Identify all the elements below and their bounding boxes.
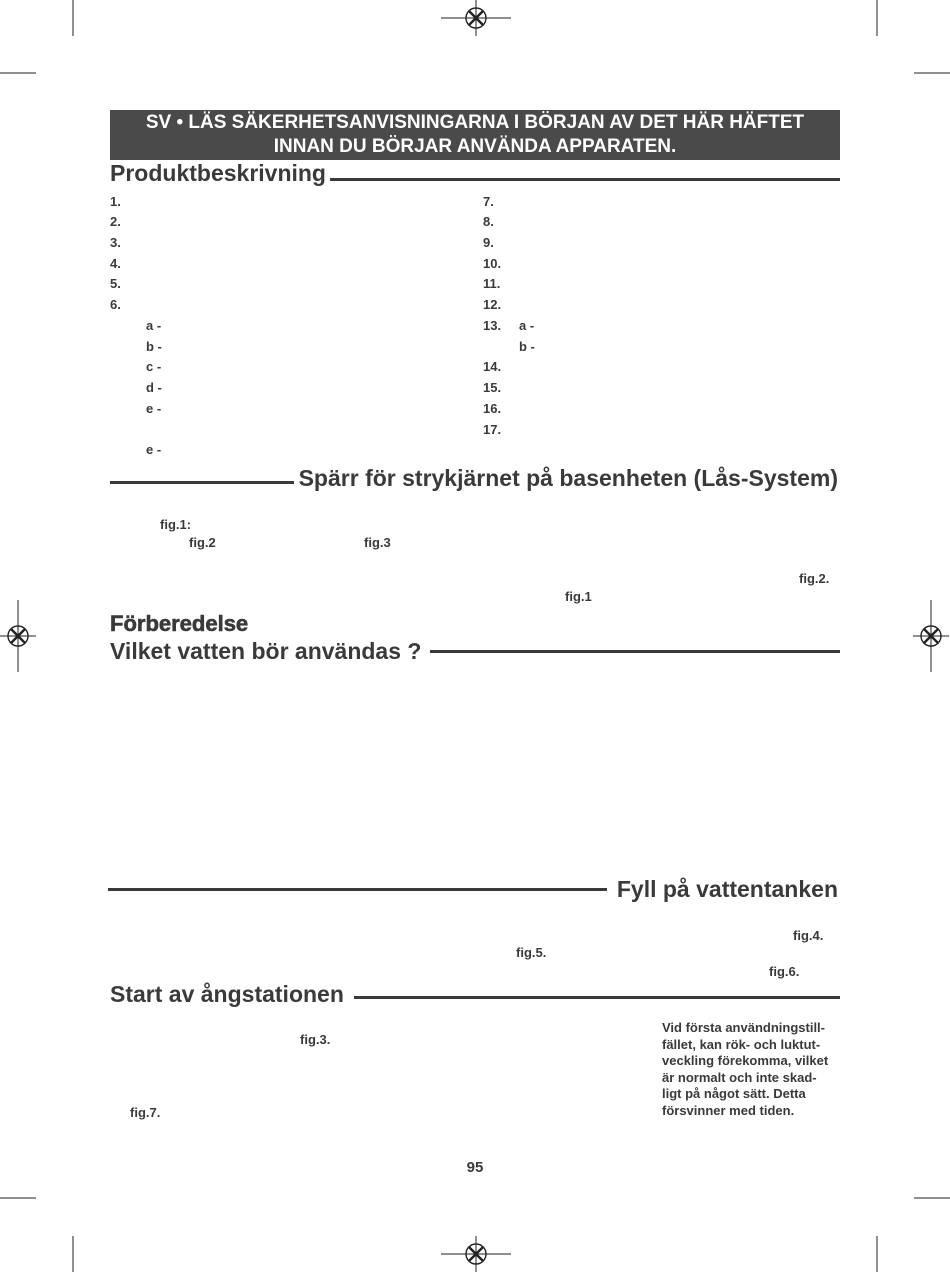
list-number: 16.	[483, 400, 502, 416]
list-number: 8.	[483, 214, 494, 230]
figure-ref: fig.7.	[130, 1105, 161, 1120]
note-line: veckling förekomma, vilket	[662, 1053, 829, 1069]
figure-ref: fig.6.	[769, 964, 800, 979]
figure-ref: fig.2.	[799, 571, 830, 586]
heading-rule	[330, 178, 840, 181]
page-number: 95	[466, 1159, 484, 1176]
crop-mark-top-right	[877, 0, 950, 73]
list-number: 15.	[483, 380, 502, 396]
parts-list-right	[483, 192, 535, 441]
figure-ref: fig.4.	[793, 928, 824, 943]
crop-mark-bottom-right	[877, 1198, 950, 1272]
figure-ref: fig.2	[189, 535, 216, 550]
registration-mark-bottom	[441, 1236, 511, 1272]
fill-tank-heading	[108, 876, 838, 902]
list-number: 3.	[110, 235, 121, 251]
heading-rule	[110, 481, 294, 484]
note-line: ligt på något sätt. Detta	[662, 1086, 806, 1102]
figure-ref: fig.1	[565, 589, 592, 604]
note-line: Vid första användningstill-	[662, 1020, 826, 1035]
list-spacer	[110, 420, 162, 441]
fill-tank-title: Fyll på vattentanken	[616, 876, 838, 902]
list-number: 7.	[483, 193, 494, 209]
safety-header-bar	[110, 110, 840, 160]
water-heading	[110, 638, 840, 664]
registration-mark-top	[441, 0, 511, 36]
note-line: fället, kan rök- och luktut-	[662, 1036, 821, 1052]
crop-mark-top-left	[0, 0, 73, 73]
registration-mark-left	[0, 600, 36, 672]
list-sub-item: a -	[519, 317, 535, 333]
list-number: 5.	[110, 276, 121, 292]
list-item-13	[483, 316, 535, 337]
lock-system-heading	[110, 465, 838, 491]
first-use-note	[662, 1020, 840, 1120]
header-line-2: INNAN DU BÖRJAR ANVÄNDA APPARATEN.	[273, 136, 677, 157]
list-sub-item: e -	[146, 442, 162, 458]
note-line: försvinner med tiden.	[662, 1102, 795, 1118]
heading-rule	[108, 888, 607, 891]
figure-ref: fig.1:	[160, 517, 192, 532]
lock-system-title: Spärr för strykjärnet på basenheten (Lås-System)	[298, 465, 838, 491]
heading-rule	[430, 650, 840, 653]
preparation-title: Förberedelse	[110, 611, 249, 636]
heading-rule	[354, 996, 840, 999]
list-number: 1.	[110, 193, 121, 209]
list-sub-item: e -	[146, 400, 162, 416]
list-number: 14.	[483, 359, 502, 375]
header-line-1: SV • LÄS SÄKERHETSANVISNINGARNA I BÖRJAN AV DET HÄR HÄFTET	[145, 112, 805, 133]
product-heading	[110, 160, 840, 186]
list-number: 11.	[483, 276, 501, 292]
list-number: 6.	[110, 297, 121, 313]
list-sub-item: b -	[146, 338, 162, 354]
list-number: 2.	[110, 214, 121, 230]
list-number: 9.	[483, 235, 494, 251]
list-number: 13.	[483, 317, 502, 333]
list-number: 17.	[483, 421, 502, 437]
parts-list-left	[110, 192, 162, 461]
start-title: Start av ångstationen	[110, 981, 344, 1007]
list-sub-item: b -	[519, 338, 535, 354]
list-sub-item: a -	[146, 317, 162, 333]
figure-ref: fig.3.	[300, 1032, 331, 1047]
figure-ref: fig.3	[364, 535, 391, 550]
list-sub-item: d -	[146, 380, 162, 396]
water-title: Vilket vatten bör användas ?	[110, 638, 422, 664]
note-line: är normalt och inte skad-	[662, 1069, 817, 1085]
figure-ref: fig.5.	[516, 945, 547, 960]
product-title: Produktbeskrivning	[110, 160, 326, 186]
list-number: 4.	[110, 255, 121, 271]
list-number: 12.	[483, 297, 502, 313]
registration-mark-right	[913, 600, 949, 672]
list-sub-item: c -	[146, 359, 162, 375]
start-heading	[110, 981, 840, 1007]
crop-mark-bottom-left	[0, 1198, 73, 1272]
list-number: 10.	[483, 255, 502, 271]
